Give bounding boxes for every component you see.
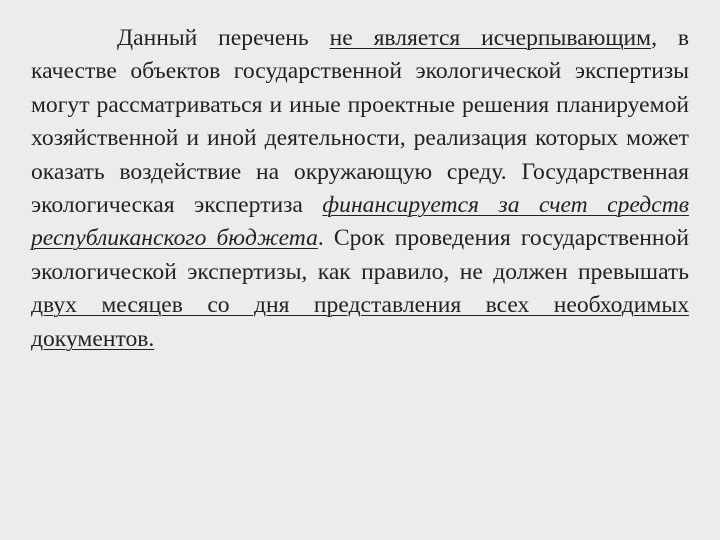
text-segment-duration: . Срок проведения государственной экологической экспертизы, как правило, не должен превышать [31, 225, 689, 285]
text-segment-objects: , в качестве объектов государственной экологической экспертизы могут рассматриваться и иные проектные решения планируемой хозяйственной и иной деятельности, реализация которых может оказать воздействие на окружающую среду. Государственная экологическая экспертиза [31, 25, 690, 219]
body-paragraph [31, 22, 689, 356]
italic-underlined-financing: финансируется за счет средств республиканского бюджета [31, 192, 689, 252]
underlined-not-exhaustive: не является исчерпывающим [329, 25, 652, 51]
underlined-two-months: двух месяцев со дня представления всех необходимых документов. [31, 292, 689, 352]
text-segment-intro: Данный перечень [117, 25, 330, 51]
